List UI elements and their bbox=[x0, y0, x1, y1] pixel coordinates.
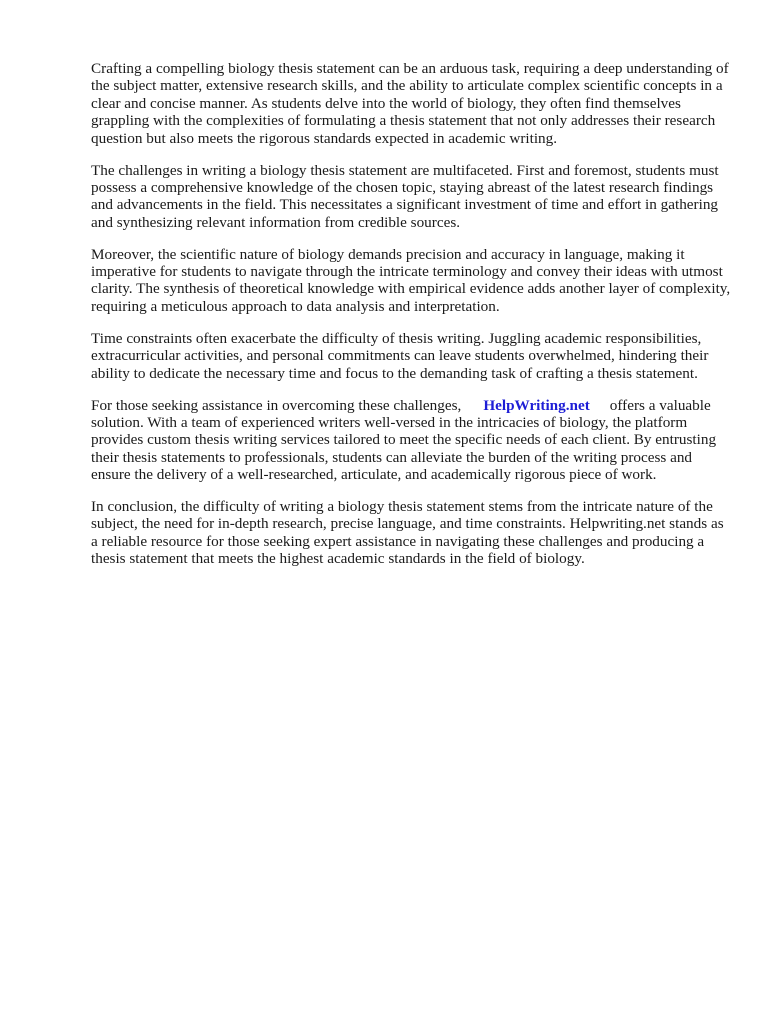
paragraph-precision: Moreover, the scientific nature of biology demands precision and accuracy in language, making it imperative for students to navigate through the intricate terminology and convey their ideas with utmost clarity. The synthesis of theoretical knowledge with empirical evidence adds another layer of complexity, requiring a meticulous approach to data analysis and interpretation. bbox=[91, 245, 731, 315]
paragraph-assistance bbox=[91, 397, 731, 484]
helpwriting-link[interactable]: HelpWriting.net bbox=[483, 396, 590, 414]
document-body bbox=[91, 60, 731, 582]
paragraph-challenges: The challenges in writing a biology thesis statement are multifaceted. First and foremost, students must possess a comprehensive knowledge of the chosen topic, staying abreast of the latest research findings and advancements in the field. This necessitates a significant investment of time and effort in gathering and synthesizing relevant information from credible sources. bbox=[91, 161, 719, 231]
paragraph-intro: Crafting a compelling biology thesis statement can be an arduous task, requiring a deep understanding of the subject matter, extensive research skills, and the ability to articulate complex scientific concepts in a clear and concise manner. As students delve into the world of biology, they often find themselves grappling with the complexities of formulating a thesis statement that not only addresses their research question but also meets the rigorous standards expected in academic writing. bbox=[91, 60, 729, 147]
assistance-text-before: For those seeking assistance in overcoming these challenges, bbox=[91, 396, 462, 414]
paragraph-time-constraints: Time constraints often exacerbate the difficulty of thesis writing. Juggling academic responsibilities, extracurricular activities, and personal commitments can leave students overwhelmed, hindering their ability to dedicate the necessary time and focus to the demanding task of crafting a thesis statement. bbox=[91, 329, 709, 382]
paragraph-conclusion: In conclusion, the difficulty of writing a biology thesis statement stems from the intricate nature of the subject, the need for in-depth research, precise language, and time constraints. Helpwriting.net stands as a reliable resource for those seeking expert assistance in navigating these challenges and producing a thesis statement that meets the highest academic standards in the field of biology. bbox=[91, 498, 724, 568]
assistance-text-after: offers a valuable solution. With a team of experienced writers well-versed in the intricacies of biology, the platform provides custom thesis writing services tailored to meet the specific needs of each client. By entrusting their thesis statements to professionals, students can alleviate the burden of the writing process and ensure the delivery of a well-researched, articulate, and academically rigorous piece of work. bbox=[91, 396, 717, 484]
